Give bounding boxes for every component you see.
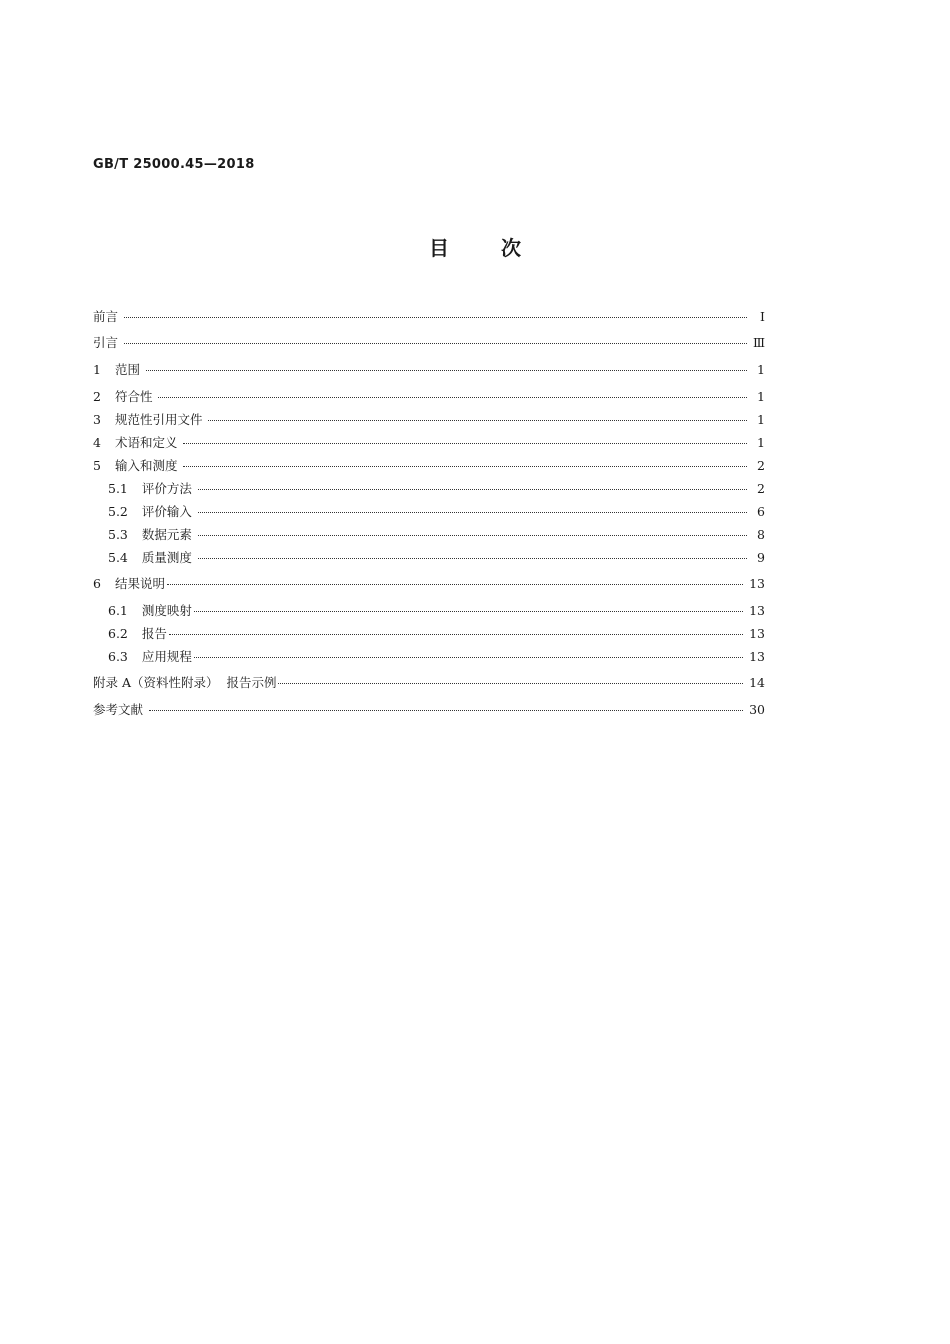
toc-entry-page: 6 [757,503,765,519]
leader-dots [183,443,747,444]
toc-entry-page: 1 [757,361,765,377]
toc-entry-number: 5 [93,457,101,473]
toc-entry-5-2[interactable] [108,501,765,521]
toc-entry-label: 质量测度 [141,550,192,565]
leader-dots [194,657,743,658]
toc-entry-label: 范围 [114,362,140,377]
toc-entry-number: 2 [93,388,101,404]
toc-entry-number: 6 [93,575,101,591]
toc-entry-page: 14 [749,674,765,690]
toc-entry-label: 输入和测度 [114,458,178,473]
toc-entry-number: 1 [93,361,101,377]
leader-dots [198,489,747,490]
toc-entry-5-1[interactable] [108,478,765,498]
toc-entry-page: 1 [757,434,765,450]
toc-entry-5-3[interactable] [108,524,765,544]
toc-entry-label: 前言 [93,309,119,324]
toc-entry-annex-a[interactable] [93,672,765,692]
leader-dots [198,558,747,559]
toc-entry-1[interactable] [93,359,765,379]
toc-entry-label: 参考文献 [93,702,144,717]
toc-entry-6-1[interactable] [108,600,765,620]
toc-entry-page: 2 [757,457,765,473]
leader-dots [208,420,747,421]
toc-entry-page: Ⅲ [752,334,765,350]
toc-entry-bibliography[interactable] [93,699,765,719]
toc-entry-label: 结果说明 [114,576,165,591]
toc-entry-label: 评价方法 [141,481,192,496]
toc-entry-number: 5.1 [108,480,128,496]
toc-entry-2[interactable] [93,386,765,406]
leader-dots [158,397,747,398]
toc-entry-page: 13 [749,648,765,664]
toc-entry-label: 数据元素 [141,527,192,542]
toc-entry-page: Ⅰ [760,308,765,324]
toc-entry-label: 术语和定义 [114,435,178,450]
toc-entry-6[interactable] [93,573,765,593]
leader-dots [198,535,747,536]
toc-title-part1: 目 [429,236,449,260]
leader-dots [194,611,743,612]
toc-entry-number: 6.2 [108,625,128,641]
toc-entry-6-2[interactable] [108,623,765,643]
toc-entry-page: 30 [749,701,765,717]
toc-title [0,232,950,261]
toc-entry-page: 1 [757,388,765,404]
toc-entry-number: 6.1 [108,602,128,618]
toc-entry-page: 13 [749,625,765,641]
toc-entry-number: 4 [93,434,101,450]
toc-entry-label: 引言 [93,335,119,350]
leader-dots [124,317,747,318]
toc-entry-number: 5.4 [108,549,128,565]
leader-dots [278,683,743,684]
toc-entry-6-3[interactable] [108,646,765,666]
leader-dots [146,370,747,371]
toc-entry-5[interactable] [93,455,765,475]
toc-entry-page: 8 [757,526,765,542]
toc-entry-page: 13 [749,602,765,618]
toc-entry-label: 报告 [141,626,167,641]
toc-entry-number: 5.3 [108,526,128,542]
toc-title-part2: 次 [501,236,521,260]
toc-entry-page: 9 [757,549,765,565]
leader-dots [183,466,747,467]
toc-entry-label: 符合性 [114,389,153,404]
toc-entry-page: 13 [749,575,765,591]
toc-entry-label: 评价输入 [141,504,192,519]
toc-entry-5-4[interactable] [108,547,765,567]
toc-entry-label: 测度映射 [141,603,192,618]
leader-dots [167,584,743,585]
toc-entry-number: 5.2 [108,503,128,519]
leader-dots [198,512,747,513]
leader-dots [169,634,743,635]
toc-entry-introduction[interactable] [93,332,765,352]
toc-entry-label: 附录 A（资料性附录） 报告示例 [93,675,277,690]
toc-entry-4[interactable] [93,432,765,452]
leader-dots [149,710,743,711]
toc-entry-number: 6.3 [108,648,128,664]
toc-entry-3[interactable] [93,409,765,429]
leader-dots [124,343,747,344]
toc-entry-page: 1 [757,411,765,427]
toc-entry-label: 应用规程 [141,649,192,664]
toc-entry-label: 规范性引用文件 [114,412,203,427]
toc-entry-preface[interactable] [93,306,765,326]
toc-entry-page: 2 [757,480,765,496]
standard-code: GB/T 25000.45—2018 [93,157,255,172]
toc-entry-number: 3 [93,411,101,427]
